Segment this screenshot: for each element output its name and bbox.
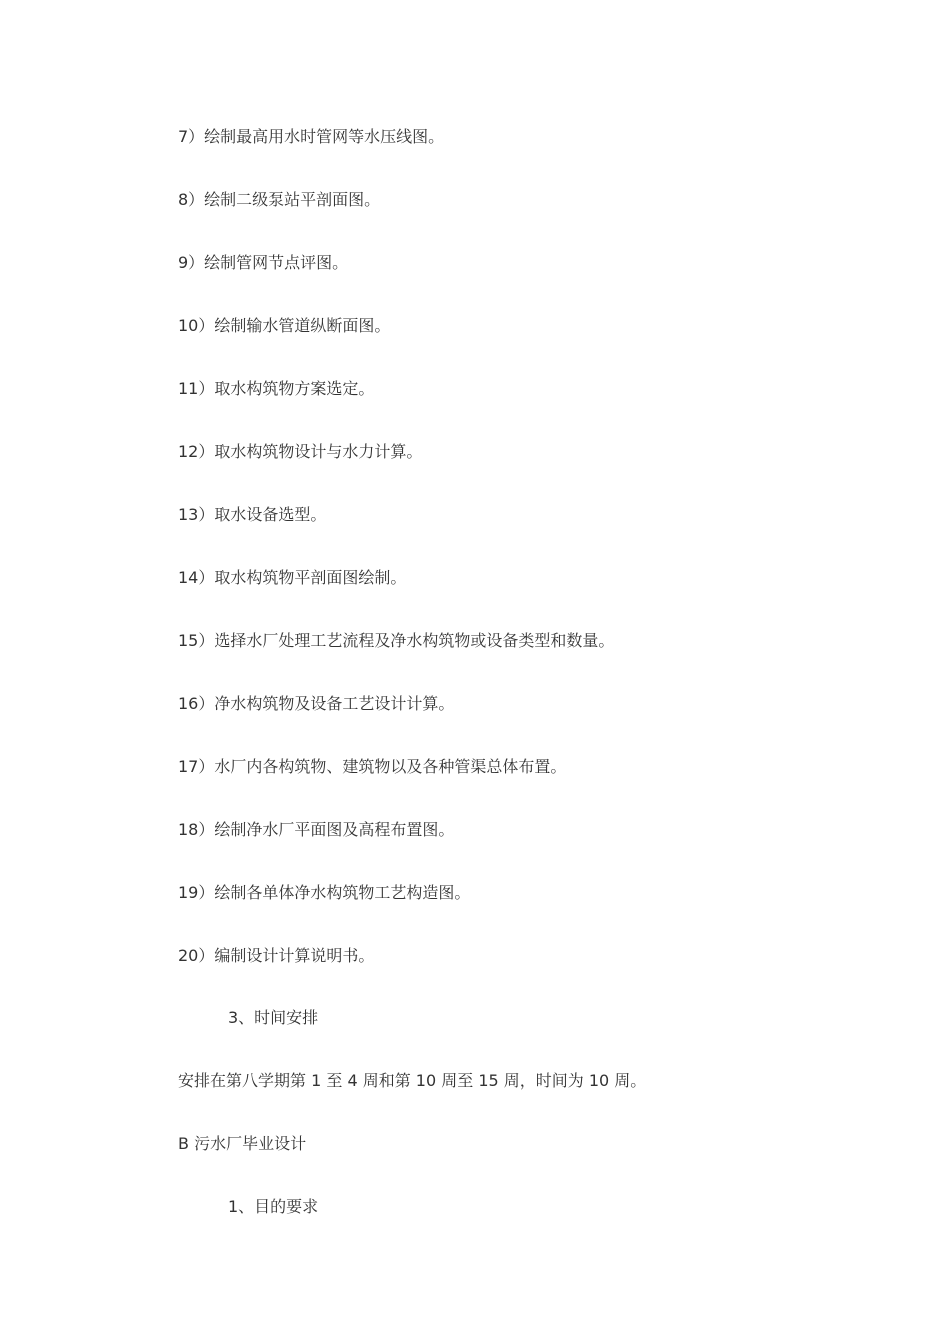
section-heading-sewage-plant: B 污水厂毕业设计 (178, 1134, 307, 1153)
list-item-15: 15）选择水厂处理工艺流程及净水构筑物或设备类型和数量。 (178, 631, 615, 650)
list-item-7: 7）绘制最高用水时管网等水压线图。 (178, 127, 445, 146)
list-item-17: 17）水厂内各构筑物、建筑物以及各种管渠总体布置。 (178, 757, 567, 776)
list-item-16: 16）净水构筑物及设备工艺设计计算。 (178, 694, 455, 713)
list-item-20: 20）编制设计计算说明书。 (178, 946, 375, 965)
list-item-9: 9）绘制管网节点评图。 (178, 253, 349, 272)
list-item-8: 8）绘制二级泵站平剖面图。 (178, 190, 381, 209)
list-item-18: 18）绘制净水厂平面图及高程布置图。 (178, 820, 455, 839)
list-item-11: 11）取水构筑物方案选定。 (178, 379, 375, 398)
list-item-19: 19）绘制各单体净水构筑物工艺构造图。 (178, 883, 471, 902)
list-item-13: 13）取水设备选型。 (178, 505, 327, 524)
schedule-paragraph: 安排在第八学期第 1 至 4 周和第 10 周至 15 周，时间为 10 周。 (178, 1071, 647, 1090)
list-item-14: 14）取水构筑物平剖面图绘制。 (178, 568, 407, 587)
section-heading-schedule: 3、时间安排 (228, 1008, 319, 1027)
section-heading-objectives: 1、目的要求 (228, 1197, 319, 1216)
list-item-12: 12）取水构筑物设计与水力计算。 (178, 442, 423, 461)
list-item-10: 10）绘制输水管道纵断面图。 (178, 316, 391, 335)
